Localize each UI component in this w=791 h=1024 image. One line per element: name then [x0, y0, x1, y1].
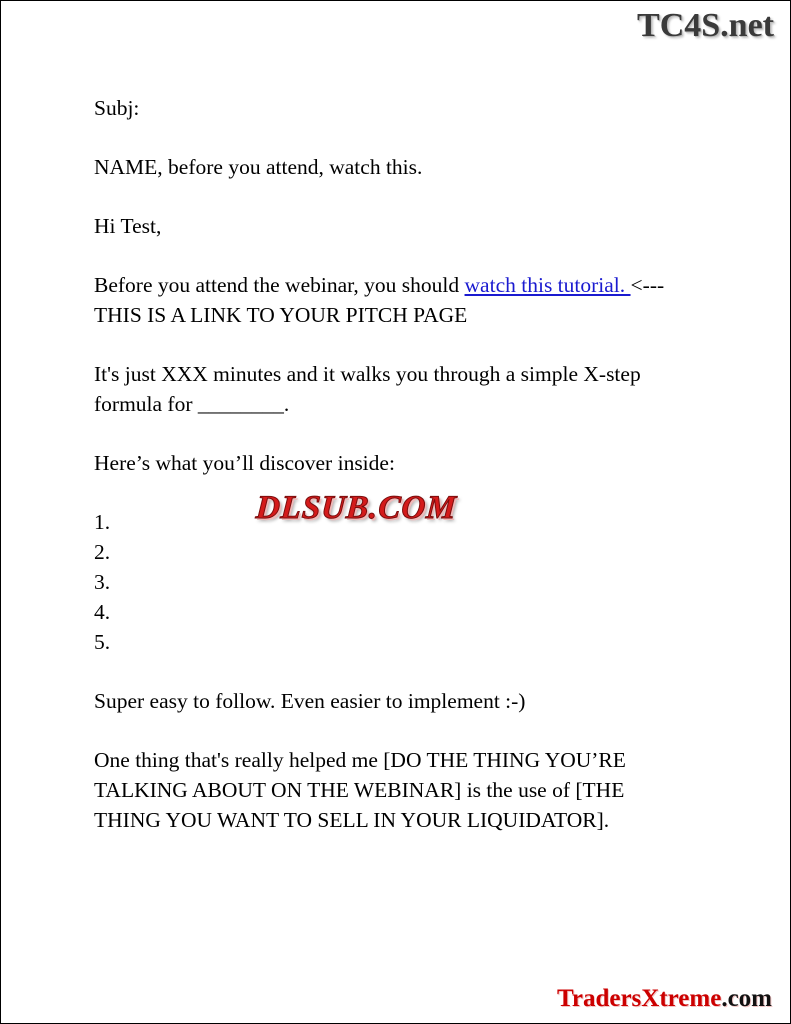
closing-paragraph: One thing that's really helped me [DO THE THING YOU’RE TALKING ABOUT ON THE WEBINAR] is the use of [THE THING YOU WANT TO SELL IN YOUR LIQUIDATOR]. — [94, 748, 626, 832]
greeting-line: Hi Test, — [94, 214, 162, 238]
footer-brand-name: TradersXtreme — [557, 985, 722, 1012]
watermark-text: DLSUB.COM — [254, 490, 458, 526]
list-item: 2. — [94, 540, 111, 564]
subject-line: NAME, before you attend, watch this. — [94, 155, 423, 179]
list-item: 5. — [94, 630, 111, 654]
footer-brand-logo — [557, 985, 772, 1013]
intro-text-before-link: Before you attend the webinar, you should — [94, 273, 465, 297]
easy-paragraph: Super easy to follow. Even easier to implement :-) — [94, 689, 526, 713]
footer-brand-tld: .com — [721, 985, 772, 1012]
list-item: 4. — [94, 600, 111, 624]
document-body — [94, 93, 694, 864]
numbered-list — [94, 507, 694, 657]
header-brand-logo: TC4S.net — [637, 7, 774, 44]
discover-paragraph: Here’s what you’ll discover inside: — [94, 451, 395, 475]
link-annotation: <--- THIS IS A LINK TO YOUR PITCH PAGE — [94, 273, 665, 327]
list-item: 1. — [94, 510, 111, 534]
pitch-page-link[interactable]: watch this tutorial. — [464, 273, 631, 297]
intro-paragraph — [94, 270, 694, 330]
list-item: 3. — [94, 570, 111, 594]
duration-paragraph: It's just XXX minutes and it walks you through a simple X-step formula for ________. — [94, 362, 641, 416]
subject-label: Subj: — [94, 96, 140, 120]
